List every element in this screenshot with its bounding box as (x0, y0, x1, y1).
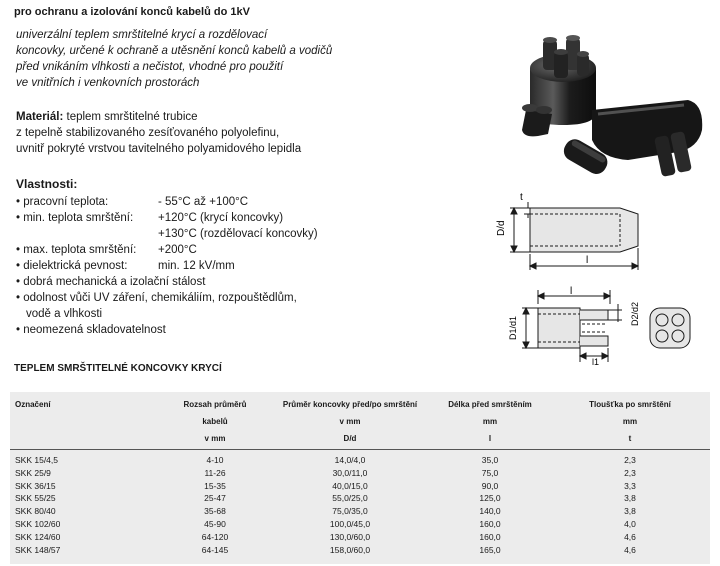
cell-thickness: 4,6 (624, 531, 636, 542)
material-label: Materiál: (16, 111, 64, 123)
property-label: • min. teplota smrštění: (16, 212, 134, 224)
cell-range: 15-35 (204, 480, 226, 491)
table-section-title: TEPLEM SMRŠTITELNÉ KONCOVKY KRYCÍ (14, 363, 222, 374)
intro-line: před vnikáním vlhkosti a nečistot, vhodné pro použití (16, 61, 284, 73)
cell-length: 75,0 (481, 467, 499, 478)
cell-designation: SKK 102/60 (15, 519, 61, 529)
property-label: • dielektrická pevnost: (16, 260, 128, 272)
material-line: z tepelně stabilizovaného zesíťovaného polyolefinu, (16, 127, 280, 139)
specs-table (10, 392, 710, 564)
property-label: • neomezená skladovatelnost (16, 324, 166, 336)
product-photo (508, 30, 708, 190)
small-breakout-boot (522, 110, 552, 136)
cell-diameter: 158,0/60,0 (329, 544, 371, 555)
cell-diameter: 40,0/15,0 (332, 480, 368, 491)
dim-label-dd: D/d (496, 220, 507, 236)
table-row (10, 532, 710, 543)
page-title: pro ochranu a izolování konců kabelů do 1kV (14, 6, 250, 18)
cell-thickness: 4,6 (624, 544, 636, 555)
property-label: • dobrá mechanická a izolační stálost (16, 276, 206, 288)
property-label: vodě a vlhkosti (26, 308, 103, 320)
cell-range: 64-145 (201, 544, 229, 555)
cell-length: 140,0 (479, 506, 501, 517)
header-diameter: Průměr koncovky před/po smrštění v mm D/d (282, 400, 418, 443)
intro-paragraph (16, 27, 332, 91)
cell-diameter: 100,0/45,0 (329, 519, 371, 529)
material-line: uvnitř pokryté vrstvou tavitelného polyamidového lepidla (16, 143, 302, 155)
cell-designation: SKK 15/4,5 (15, 455, 59, 465)
cell-diameter: 14,0/4,0 (334, 455, 366, 465)
table-row (10, 468, 710, 479)
cell-designation: SKK 80/40 (15, 506, 56, 517)
header-name: Označení (15, 400, 51, 409)
cell-length: 160,0 (479, 531, 501, 542)
breakout-end-view (650, 308, 690, 348)
table-row (10, 545, 710, 556)
dim-label-d1: D1/d1 (508, 315, 518, 340)
cell-thickness: 4,0 (624, 519, 636, 529)
header-range: Rozsah průměrů kabelů v mm (183, 400, 247, 443)
cell-length: 160,0 (479, 519, 501, 529)
property-label: • max. teplota smrštění: (16, 244, 137, 256)
material-line: teplem smrštitelné trubice (66, 111, 198, 123)
cell-designation: SKK 124/60 (15, 531, 61, 542)
table-header-divider (10, 449, 710, 450)
material-section (16, 109, 301, 157)
dim-label-l: l (570, 286, 573, 297)
cell-length: 90,0 (481, 480, 499, 491)
cap-outline (530, 208, 638, 252)
dim-label-d2: D2/d2 (630, 301, 640, 326)
cell-thickness: 3,8 (624, 506, 636, 517)
cell-range: 45-90 (204, 519, 226, 529)
properties-title: Vlastnosti: (16, 177, 78, 191)
intro-line: univerzální teplem smrštitelné krycí a rozdělovací (16, 29, 268, 41)
header-length: Délka před smrštěním mm l (448, 400, 532, 443)
dim-label-t: t (520, 192, 523, 203)
property-value: +130°C (rozdělovací koncovky) (158, 228, 318, 240)
cell-thickness: 2,3 (624, 467, 636, 478)
intro-line: ve vnitřních i venkovních prostorách (16, 77, 200, 89)
breakout-dimension-diagram (490, 286, 720, 366)
cell-length: 35,0 (481, 455, 499, 465)
property-value: min. 12 kV/mm (158, 260, 235, 272)
cell-thickness: 3,3 (624, 480, 636, 491)
property-value: - 55°C až +100°C (158, 196, 249, 208)
cell-diameter: 130,0/60,0 (329, 531, 371, 542)
cell-designation: SKK 25/9 (15, 467, 51, 478)
property-value: +200°C (158, 244, 197, 256)
property-label: • odolnost vůči UV záření, chemikáliím, rozpouštědlům, (16, 292, 297, 304)
table-row (10, 455, 710, 466)
cell-designation: SKK 55/25 (15, 493, 56, 504)
table-row (10, 519, 710, 530)
dim-label-l1: l1 (592, 357, 600, 366)
cell-range: 11-26 (204, 467, 226, 478)
table-row (10, 481, 710, 492)
intro-line: koncovky, určené k ochraně a utěsnění konců kabelů a vodičů (16, 45, 333, 57)
property-value: +120°C (krycí koncovky) (158, 212, 284, 224)
cell-diameter: 30,0/11,0 (332, 467, 368, 478)
cell-diameter: 75,0/35,0 (332, 506, 368, 517)
cell-length: 125,0 (479, 493, 501, 504)
table-row (10, 506, 710, 517)
cell-thickness: 3,8 (624, 493, 636, 504)
table-row (10, 493, 710, 504)
header-thickness: Tloušťka po smrštění mm t (589, 400, 671, 443)
cell-length: 165,0 (479, 544, 501, 555)
cell-designation: SKK 36/15 (15, 480, 56, 491)
cap-dimension-diagram (490, 190, 670, 280)
cell-designation: SKK 148/57 (15, 544, 61, 555)
cell-range: 64-120 (201, 531, 229, 542)
cell-thickness: 2,3 (624, 455, 636, 465)
cell-range: 4-10 (206, 455, 224, 465)
dim-label-l: l (586, 255, 589, 266)
cell-range: 35-68 (204, 506, 226, 517)
cell-range: 25-47 (204, 493, 226, 504)
property-label: • pracovní teplota: (16, 196, 109, 208)
cell-diameter: 55,0/25,0 (332, 493, 368, 504)
